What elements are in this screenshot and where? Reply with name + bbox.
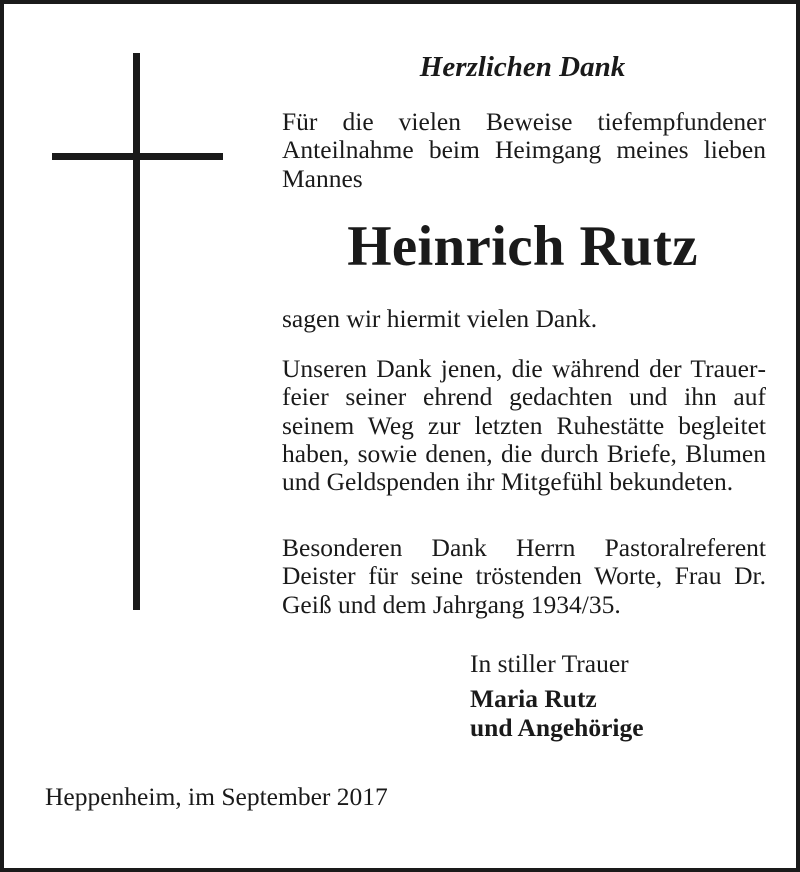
signature-name: Maria Rutz [470, 684, 597, 713]
special-thanks-paragraph: Besonderen Dank Herrn Pastoralreferent Deister für seine tröstenden Worte, Frau Dr. Geiß und dem Jahrgang 1934/35. [282, 533, 766, 619]
mourning-line: In stiller Trauer [470, 649, 629, 678]
notice-heading: Herzlichen Dank [419, 51, 626, 83]
place-and-date: Heppenheim, im September 2017 [45, 782, 388, 811]
thanks-paragraph: Unseren Dank jenen, die während der Trauerfeier seiner ehrend gedachten und ihn auf seinem Weg zur letzten Ruhestätte begleitet haben, sowie denen, die durch Briefe, Blumen und Geldspenden ihr Mitgefühl bekundeten. [282, 354, 766, 497]
intro-text: Für die vielen Beweise tiefempfundener Anteilnahme beim Heimgang meines lieben Mannes [282, 107, 766, 193]
cross-vertical-bar [133, 53, 140, 610]
cross-horizontal-bar [52, 153, 223, 160]
thanks-line: sagen wir hiermit vielen Dank. [282, 304, 598, 333]
deceased-name: Heinrich Rutz [347, 215, 698, 278]
signature-relatives: und Angehörige [470, 713, 644, 742]
